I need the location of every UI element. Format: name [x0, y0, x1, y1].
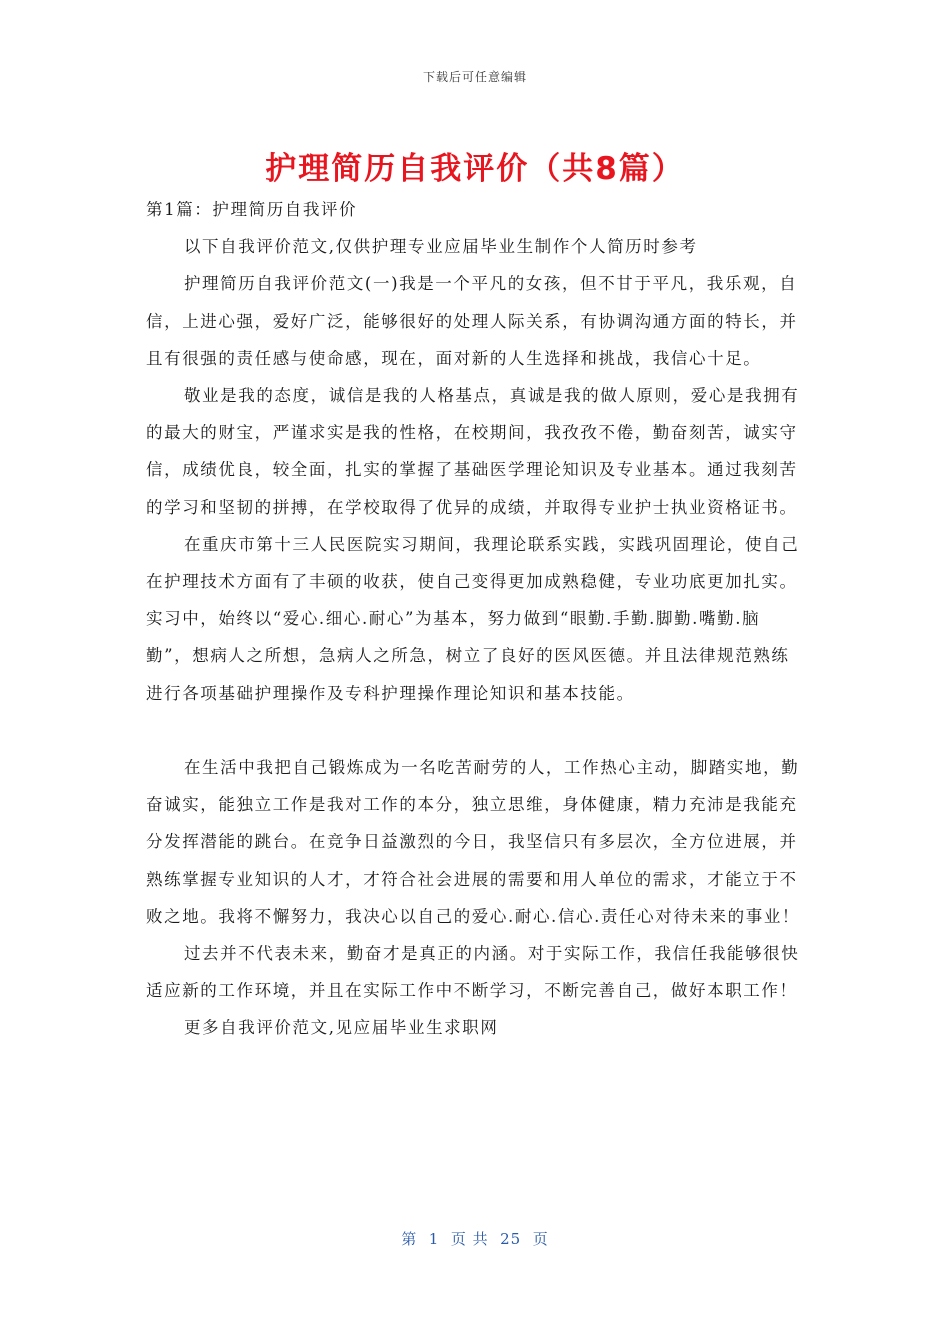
paragraph-4: 在生活中我把自己锻炼成为一名吃苦耐劳的人，工作热心主动，脚踏实地，勤奋诚实，能独立工作是我对工作的本分，独立思维，身体健康，精力充沛是我能充分发挥潜能的跳台。在竞争日益激烈的今日，我坚信只有多层次，全方位进展，并熟练掌握专业知识的人才，才符合社会进展的需要和用人单位的需求，才能立于不败之地。我将不懈努力，我决心以自己的爱心.耐心.信心.责任心对待未来的事业！ [146, 758, 801, 926]
paragraph-gap [146, 712, 806, 749]
paragraph-3: 在重庆市第十三人民医院实习期间，我理论联系实践，实践巩固理论，使自己在护理技术方面有了丰硕的收获，使自己变得更加成熟稳健，专业功底更加扎实。实习中，始终以“爱心.细心.耐心”为基本，努力做到“眼勤.手勤.脚勤.嘴勤.脑勤”，想病人之所想，急病人之所急，树立了良好的医风医德。并且法律规范熟练进行各项基础护理操作及专科护理操作理论知识和基本技能。 [146, 534, 800, 703]
document-title: 护理简历自我评价（共8篇） [265, 151, 685, 187]
section-heading: 第1篇：护理简历自我评价 [146, 200, 358, 219]
paragraph-2: 敬业是我的态度，诚信是我的人格基点，真诚是我的做人原则，爱心是我拥有的最大的财宝，严谨求实是我的性格，在校期间，我孜孜不倦，勤奋刻苦，诚实守信，成绩优良，较全面，扎实的掌握了基础医学理论知识及专业基本。通过我刻苦的学习和坚韧的拼搏，在学校取得了优异的成绩，并取得专业护士执业资格证书。 [146, 386, 800, 517]
document-body [146, 191, 806, 1047]
paragraph-1: 护理简历自我评价范文(一)我是一个平凡的女孩，但不甘于平凡，我乐观，自信，上进心强，爱好广泛，能够很好的处理人际关系，有协调沟通方面的特长，并且有很强的责任感与使命感，现在，面对新的人生选择和挑战，我信心十足。 [146, 274, 798, 368]
header-note: 下载后可任意编辑 [422, 70, 527, 84]
paragraph-intro: 以下自我评价范文,仅供护理专业应届毕业生制作个人简历时参考 [183, 237, 698, 257]
paragraph-more: 更多自我评价范文,见应届毕业生求职网 [183, 1018, 499, 1038]
page-number-footer: 第 1 页 共 25 页 [401, 1230, 549, 1248]
paragraph-5: 过去并不代表未来，勤奋才是真正的内涵。对于实际工作，我信任我能够很快适应新的工作环境，并且在实际工作中不断学习，不断完善自己，做好本职工作！ [146, 944, 800, 1001]
